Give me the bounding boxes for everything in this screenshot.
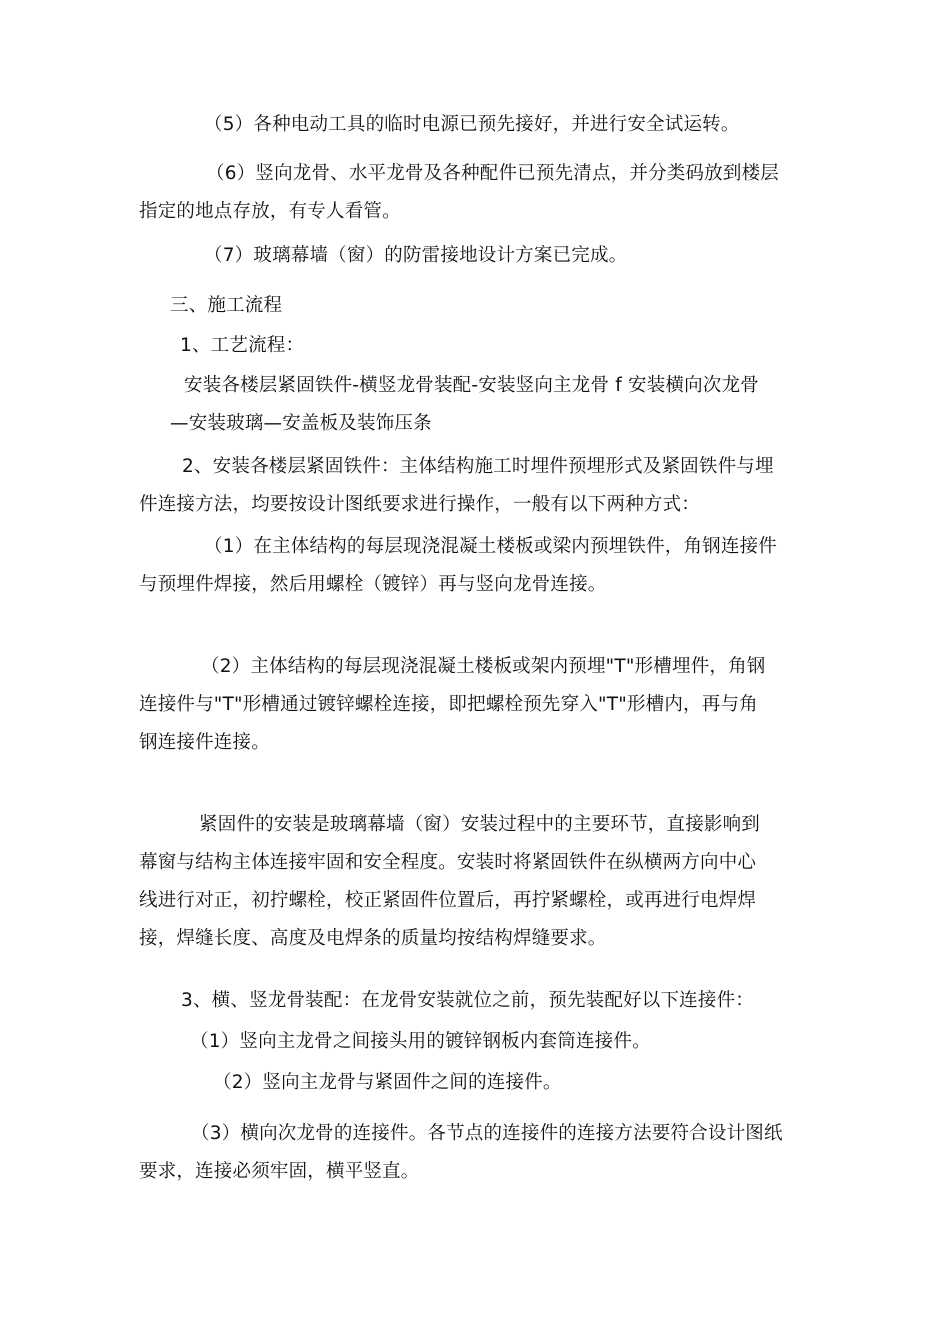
text-line: 件连接方法，均要按设计图纸要求进行操作，一般有以下两种方式： [139,494,701,515]
text-line: （1）在主体结构的每层现浇混凝土楼板或梁内预埋铁件，角钢连接件 [204,536,777,557]
paragraph-fastener-importance [139,806,829,958]
text-line: （3）横向次龙骨的连接件。各节点的连接件的连接方法要符合设计图纸 [191,1123,783,1144]
paragraph-method-two [139,648,829,762]
paragraph-keels-sorted [139,155,829,231]
paragraph-keel-assembly [181,982,871,1020]
paragraph-lightning-protection [204,237,894,275]
text-line: 要求，连接必须牢固，横平竖直。 [139,1161,420,1182]
text-line: （2）主体结构的每层现浇混凝土楼板或架内预埋"T"形槽埋件，角钢 [201,656,766,677]
text-line: 安装各楼层紧固铁件-横竖龙骨装配-安装竖向主龙骨 f 安装横向次龙骨 [184,375,759,396]
paragraph-sleeve-connector [190,1023,880,1061]
text-line: （1）竖向主龙骨之间接头用的镀锌钢板内套筒连接件。 [190,1031,651,1052]
text-line: 2、安装各楼层紧固铁件：主体结构施工时埋件预埋形式及紧固铁件与埋 [182,456,774,477]
text-line: 与预埋件焊接，然后用螺栓（镀锌）再与竖向龙骨连接。 [139,574,607,595]
text-line: （6）竖向龙骨、水平龙骨及各种配件已预先清点，并分类码放到楼层 [206,163,779,184]
text-line: 三、施工流程 [170,295,283,316]
text-line: （5）各种电动工具的临时电源已预先接好，并进行安全试运转。 [204,114,740,135]
text-line: —安装玻璃—安盖板及装饰压条 [170,413,432,434]
text-line: 接，焊缝长度、高度及电焊条的质量均按结构焊缝要求。 [139,928,607,949]
section-heading-construction-flow [170,287,860,325]
text-line: （2）竖向主龙骨与紧固件之间的连接件。 [213,1072,562,1093]
text-line: 3、横、竖龙骨装配：在龙骨安装就位之前，预先装配好以下连接件： [181,990,754,1011]
paragraph-keel-fastener-connector [213,1064,903,1102]
subheading-process-flow [180,327,870,365]
text-line: 1、工艺流程： [180,335,305,356]
text-line: 线进行对正，初拧螺栓，校正紧固件位置后，再拧紧螺栓，或再进行电焊焊 [139,890,757,911]
paragraph-power-supply [204,106,894,144]
text-line: 幕窗与结构主体连接牢固和安全程度。安装时将紧固铁件在纵横两方向中心 [139,852,757,873]
paragraph-process-steps [170,367,840,443]
paragraph-method-one [139,528,829,604]
text-line: 指定的地点存放，有专人看管。 [139,201,401,222]
paragraph-install-fasteners [139,448,829,524]
text-line: 钢连接件连接。 [139,732,270,753]
text-line: 连接件与"T"形槽通过镀锌螺栓连接，即把螺栓预先穿入"T"形槽内，再与角 [139,694,758,715]
paragraph-secondary-keel-connector [139,1115,829,1191]
text-line: 紧固件的安装是玻璃幕墙（窗）安装过程中的主要环节，直接影响到 [199,814,761,835]
text-line: （7）玻璃幕墙（窗）的防雷接地设计方案已完成。 [204,245,628,266]
